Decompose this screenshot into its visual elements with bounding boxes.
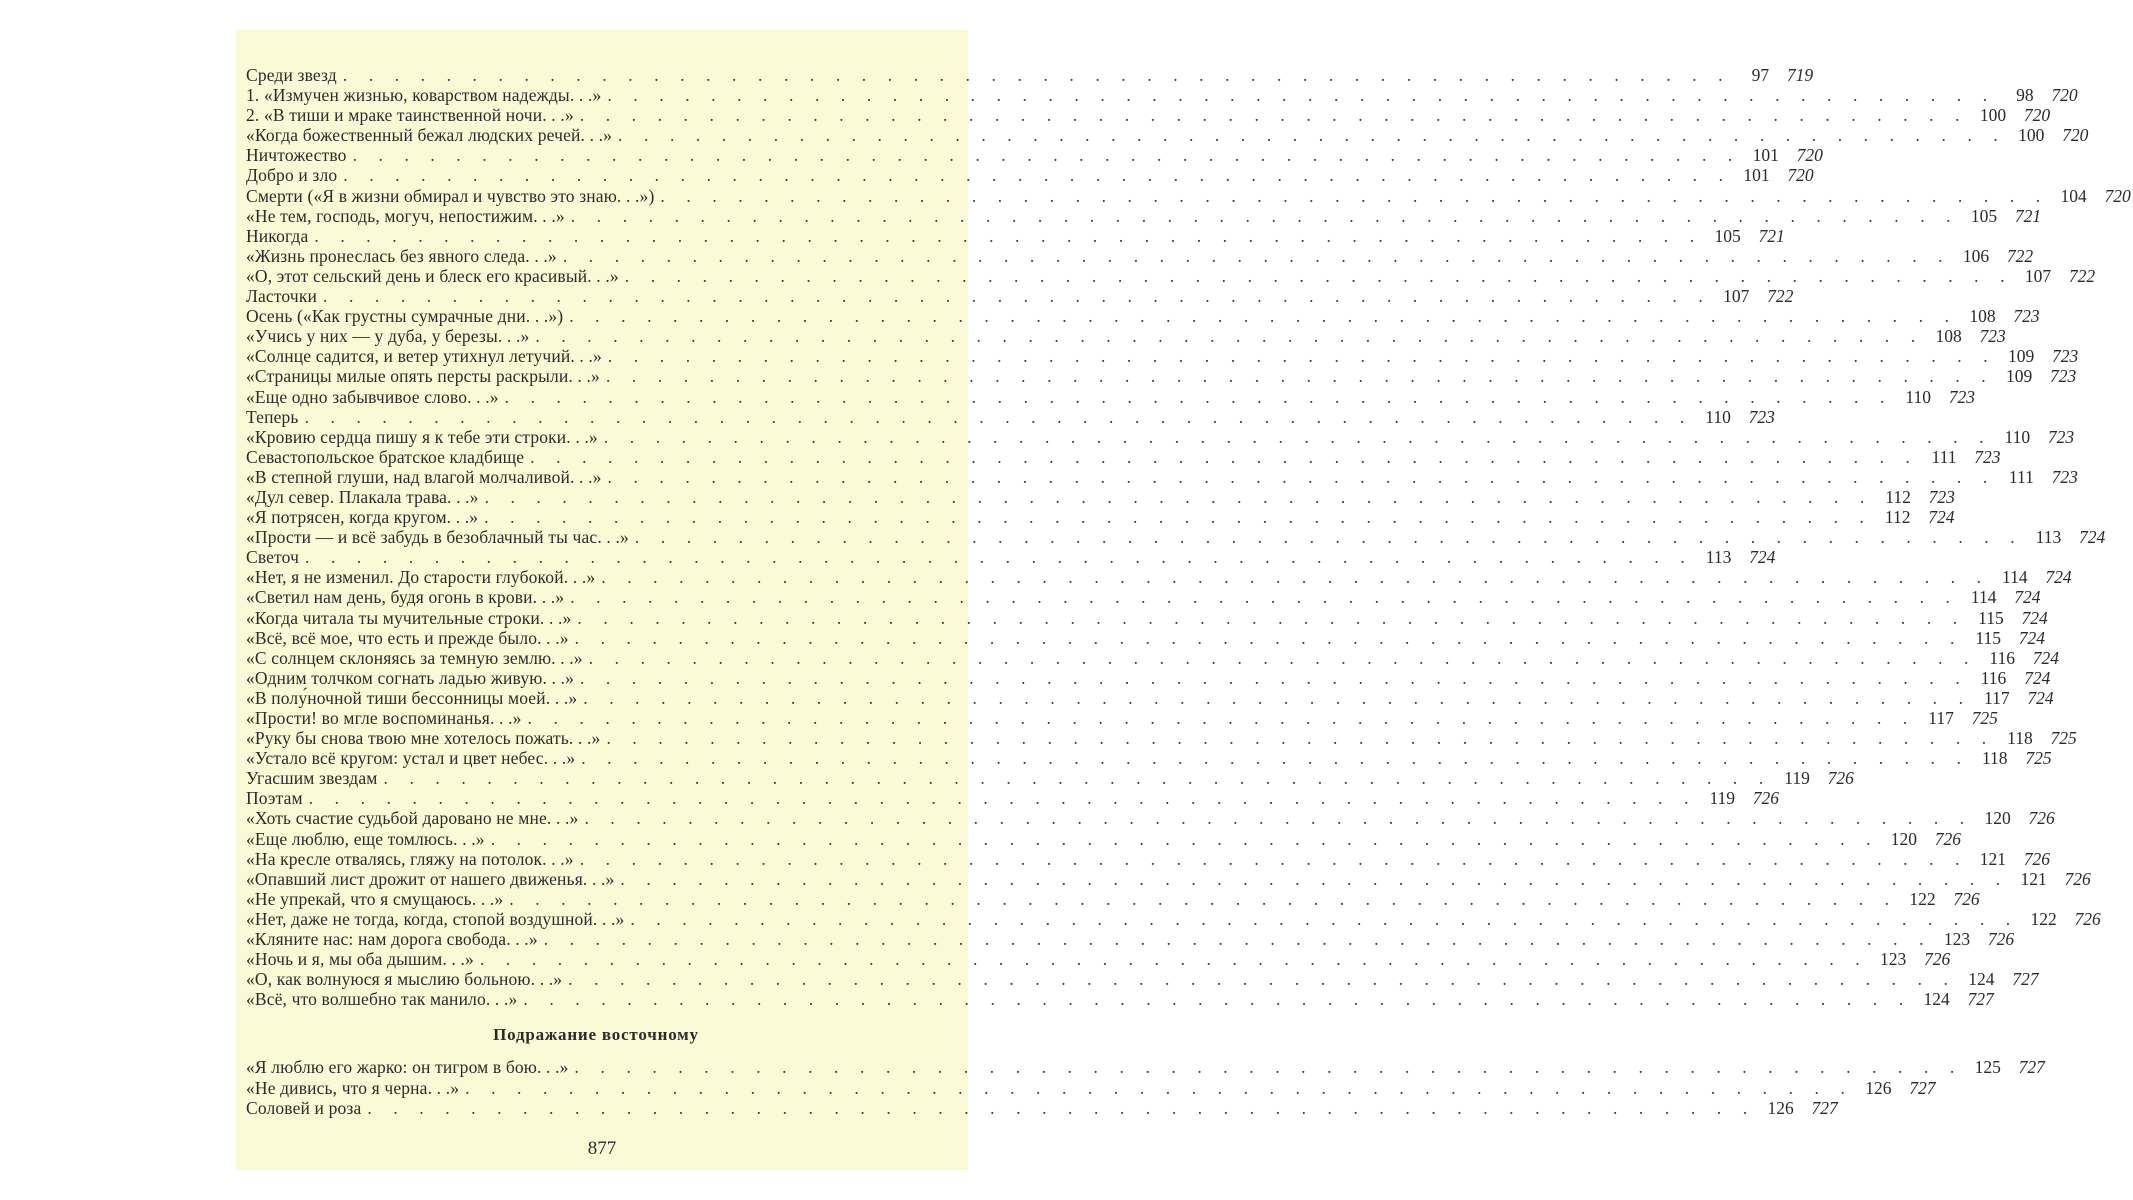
notes-page-number: 726 bbox=[1752, 788, 1780, 809]
notes-page-number: 722 bbox=[2068, 265, 2096, 286]
leader-dots: . . . . . . . . . . . . . . . . . . . . . . . . . . . . . . . . . . . . . . . . . . . . . . . . . . . . . . bbox=[568, 969, 1957, 990]
leader-dots: . . . . . . . . . . . . . . . . . . . . . . . . . . . . . . . . . . . . . . . . . . . . . . . . . . . . . . bbox=[570, 205, 1960, 226]
entry-title: «Еще одно забывчивое слово. . .» bbox=[246, 386, 499, 407]
toc-entry bbox=[246, 326, 2006, 347]
text-page-number: 121 bbox=[2020, 868, 2047, 889]
notes-page-number: 722 bbox=[1767, 286, 1794, 307]
notes-page-number: 724 bbox=[2018, 627, 2045, 648]
leader-dots: . . . . . . . . . . . . . . . . . . . . . . . . . . . . . . . . . . . . . . . . . . . . . . . . . . . . . . bbox=[607, 85, 1996, 106]
text-page-number: 107 bbox=[1723, 286, 1750, 307]
entry-title: «Я люблю его жарко: он тигром в бою. . .» bbox=[246, 1057, 569, 1078]
toc-entry bbox=[246, 265, 2096, 286]
notes-page-number: 725 bbox=[2050, 728, 2077, 749]
entry-title: «На кресле отвалясь, гляжу на потолок. . .» bbox=[246, 848, 574, 869]
text-page-number: 111 bbox=[1931, 446, 1957, 467]
entry-title: Ласточки bbox=[246, 286, 317, 307]
leader-dots: . . . . . . . . . . . . . . . . . . . . . . . . . . . . . . . . . . . . . . . . . . . . . . . . . . . . . . bbox=[660, 185, 2049, 206]
entry-title: «О, как волнуюся я мыслию больною. . .» bbox=[246, 969, 563, 990]
leader-dots: . . . . . . . . . . . . . . . . . . . . . . . . . . . . . . . . . . . . . . . . . . . . . . . . . . . . . . bbox=[543, 929, 1933, 950]
toc-entry bbox=[246, 908, 2101, 929]
text-page-number: 123 bbox=[1943, 929, 1971, 950]
text-page-number: 101 bbox=[1752, 145, 1779, 166]
notes-page-number: 726 bbox=[1827, 768, 1854, 789]
toc-entry bbox=[246, 687, 2054, 708]
text-page-number: 119 bbox=[1709, 788, 1736, 809]
leader-dots: . . . . . . . . . . . . . . . . . . . . . . . . . . . . . . . . . . . . . . . . . . . . . . . . . . . . . . bbox=[588, 647, 1978, 668]
entry-title: Среди звезд bbox=[246, 65, 337, 85]
notes-page-number: 724 bbox=[2021, 607, 2048, 628]
leader-dots: . . . . . . . . . . . . . . . . . . . . . . . . . . . . . . . . . . . . . . . . . . . . . . . . . . . . . . bbox=[574, 627, 1963, 648]
text-page-number: 110 bbox=[1705, 406, 1731, 427]
leader-dots: . . . . . . . . . . . . . . . . . . . . . . . . . . . . . . . . . . . . . . . . . . . . . . . . . . . . . . bbox=[367, 1097, 1756, 1118]
toc-entry bbox=[246, 346, 2079, 367]
leader-dots: . . . . . . . . . . . . . . . . . . . . . . . . . . . . . . . . . . . . . . . . . . . . . . . . . . . . . . bbox=[607, 346, 1997, 367]
text-page-number: 121 bbox=[1979, 848, 2007, 869]
entry-title: 2. «В тиши и мраке таинственной ночи. . .» bbox=[246, 105, 574, 126]
notes-page-number: 724 bbox=[2024, 667, 2051, 688]
leader-dots: . . . . . . . . . . . . . . . . . . . . . . . . . . . . . . . . . . . . . . . . . . . . . . . . . . . . . . bbox=[343, 165, 1732, 186]
notes-page-number: 723 bbox=[2051, 466, 2078, 487]
toc-entry bbox=[246, 567, 2072, 588]
entry-title: «Прости! во мгле воспоминанья. . .» bbox=[246, 708, 522, 728]
entry-title: «Страницы милые опять персты раскрыли. . .» bbox=[246, 366, 600, 387]
leader-dots: . . . . . . . . . . . . . . . . . . . . . . . . . . . . . . . . . . . . . . . . . . . . . . . . . . . . . . bbox=[523, 989, 1912, 1010]
leader-dots: . . . . . . . . . . . . . . . . . . . . . . . . . . . . . . . . . . . . . . . . . . . . . . . . . . . . . . bbox=[314, 225, 1703, 246]
leader-dots: . . . . . . . . . . . . . . . . . . . . . . . . . . . . . . . . . . . . . . . . . . . . . . . . . . . . . . bbox=[605, 366, 1995, 387]
leader-dots: . . . . . . . . . . . . . . . . . . . . . . . . . . . . . . . . . . . . . . . . . . . . . . . . . . . . . . bbox=[484, 507, 1873, 528]
entry-title: «Я потрясен, когда кругом. . .» bbox=[246, 507, 479, 528]
text-page-number: 100 bbox=[1979, 105, 2007, 126]
text-page-number: 104 bbox=[2060, 185, 2087, 206]
leader-dots: . . . . . . . . . . . . . . . . . . . . . . . . . . . . . . . . . . . . . . . . . . . . . . . . . . . . . . bbox=[570, 587, 1959, 608]
toc-entry bbox=[246, 245, 2034, 266]
notes-page-number: 723 bbox=[2047, 426, 2075, 447]
notes-page-number: 724 bbox=[2032, 647, 2060, 668]
entry-title: Соловей и роза bbox=[246, 1097, 362, 1118]
toc-entry bbox=[246, 1057, 2045, 1078]
toc-entry bbox=[246, 929, 2015, 950]
text-page-number: 122 bbox=[1909, 888, 1936, 909]
toc-entry bbox=[246, 286, 1794, 307]
toc-entry bbox=[246, 1097, 1838, 1118]
entry-title: 1. «Измучен жизнью, коварством надежды. . .» bbox=[246, 85, 602, 106]
notes-page-number: 724 bbox=[2078, 527, 2106, 548]
text-page-number: 117 bbox=[1928, 708, 1954, 728]
leader-dots: . . . . . . . . . . . . . . . . . . . . . . . . . . . . . . . . . . . . . . . . . . . . . . . . . . . . . . bbox=[603, 426, 1993, 447]
notes-page-number: 726 bbox=[2023, 848, 2051, 869]
entry-title: «Нет, я не изменил. До старости глубокой. . .» bbox=[246, 567, 596, 588]
text-page-number: 110 bbox=[2004, 426, 2031, 447]
text-page-number: 118 bbox=[1981, 748, 2008, 769]
text-page-number: 113 bbox=[1705, 547, 1732, 568]
notes-page-number: 724 bbox=[2045, 567, 2072, 588]
leader-dots: . . . . . . . . . . . . . . . . . . . . . . . . . . . . . . . . . . . . . . . . . . . . . . . . . . . . . . bbox=[530, 446, 1919, 467]
leader-dots: . . . . . . . . . . . . . . . . . . . . . . . . . . . . . . . . . . . . . . . . . . . . . . . . . . . . . . bbox=[618, 125, 2007, 146]
toc-list-main bbox=[246, 65, 2131, 1010]
text-page-number: 113 bbox=[2035, 527, 2062, 548]
leader-dots: . . . . . . . . . . . . . . . . . . . . . . . . . . . . . . . . . . . . . . . . . . . . . . . . . . . . . . bbox=[607, 466, 1996, 487]
toc-entry bbox=[246, 808, 2055, 829]
notes-page-number: 725 bbox=[1971, 708, 1998, 728]
entry-title: Никогда bbox=[246, 225, 309, 246]
text-page-number: 108 bbox=[1935, 326, 1962, 347]
leader-dots: . . . . . . . . . . . . . . . . . . . . . . . . . . . . . . . . . . . . . . . . . . . . . . . . . . . . . . bbox=[581, 748, 1970, 769]
notes-page-number: 719 bbox=[1786, 65, 1814, 85]
text-page-number: 106 bbox=[1962, 245, 1990, 266]
entry-title: «Учись у них — у дуба, у березы. . .» bbox=[246, 326, 530, 347]
notes-page-number: 724 bbox=[2014, 587, 2041, 608]
text-page-number: 122 bbox=[2030, 908, 2057, 929]
book-page bbox=[236, 30, 2131, 1170]
section-heading: Подражание восточному bbox=[493, 1025, 699, 1045]
text-page-number: 117 bbox=[1983, 687, 2010, 708]
entry-title: «Руку бы снова твою мне хотелось пожать. . .» bbox=[246, 728, 601, 749]
leader-dots: . . . . . . . . . . . . . . . . . . . . . . . . . . . . . . . . . . . . . . . . . . . . . . . . . . . . . . bbox=[490, 828, 1880, 849]
notes-page-number: 727 bbox=[1811, 1097, 1838, 1118]
toc-entry bbox=[246, 647, 2060, 668]
toc-entry bbox=[246, 768, 1854, 789]
entry-title: Смерти («Я в жизни обмирал и чувство это знаю. . .») bbox=[246, 185, 655, 206]
toc-entry bbox=[246, 728, 2077, 749]
notes-page-number: 721 bbox=[2014, 205, 2042, 226]
text-page-number: 109 bbox=[2007, 346, 2035, 367]
leader-dots: . . . . . . . . . . . . . . . . . . . . . . . . . . . . . . . . . . . . . . . . . . . . . . . . . . . . . . bbox=[465, 1077, 1854, 1098]
toc-entry bbox=[246, 587, 2041, 608]
entry-title: Осень («Как грустны сумрачные дни. . .») bbox=[246, 306, 564, 327]
notes-page-number: 723 bbox=[1928, 486, 1955, 507]
toc-entry bbox=[246, 949, 1951, 970]
notes-page-number: 727 bbox=[2018, 1057, 2045, 1078]
text-page-number: 120 bbox=[1890, 828, 1918, 849]
text-page-number: 100 bbox=[2018, 125, 2045, 146]
toc-entry bbox=[246, 85, 2078, 106]
toc-entry bbox=[246, 1077, 1936, 1098]
entry-title: «Опавший лист дрожит от нашего движенья. . .» bbox=[246, 868, 615, 889]
toc-entry bbox=[246, 446, 2001, 467]
notes-page-number: 723 bbox=[2050, 366, 2077, 387]
entry-title: «Всё, что волшебно так манило. . .» bbox=[246, 989, 518, 1010]
text-page-number: 105 bbox=[1714, 225, 1741, 246]
notes-page-number: 720 bbox=[1796, 145, 1823, 166]
notes-page-number: 726 bbox=[1924, 949, 1951, 970]
entry-title: «Хоть счастие судьбой даровано не мне. . .» bbox=[246, 808, 579, 829]
text-page-number: 109 bbox=[2006, 366, 2033, 387]
leader-dots: . . . . . . . . . . . . . . . . . . . . . . . . . . . . . . . . . . . . . . . . . . . . . . . . . . . . . . bbox=[624, 265, 2014, 286]
text-page-number: 112 bbox=[1885, 486, 1911, 507]
leader-dots: . . . . . . . . . . . . . . . . . . . . . . . . . . . . . . . . . . . . . . . . . . . . . . . . . . . . . . bbox=[584, 808, 1973, 829]
leader-dots: . . . . . . . . . . . . . . . . . . . . . . . . . . . . . . . . . . . . . . . . . . . . . . . . . . . . . . bbox=[583, 687, 1972, 708]
entry-title: «Когда читала ты мучительные строки. . .» bbox=[246, 607, 572, 628]
toc-entry bbox=[246, 888, 1980, 909]
notes-page-number: 723 bbox=[1748, 406, 1775, 427]
notes-page-number: 726 bbox=[2028, 808, 2055, 829]
notes-page-number: 725 bbox=[2025, 748, 2052, 769]
leader-dots: . . . . . . . . . . . . . . . . . . . . . . . . . . . . . . . . . . . . . . . . . . . . . . . . . . . . . . bbox=[634, 527, 2024, 548]
toc-entry bbox=[246, 607, 2048, 628]
leader-dots: . . . . . . . . . . . . . . . . . . . . . . . . . . . . . . . . . . . . . . . . . . . . . . . . . . . . . . bbox=[352, 145, 1741, 166]
toc-entry bbox=[246, 708, 1998, 728]
text-page-number: 124 bbox=[1923, 989, 1950, 1010]
leader-dots: . . . . . . . . . . . . . . . . . . . . . . . . . . . . . . . . . . . . . . . . . . . . . . . . . . . . . . bbox=[527, 708, 1916, 728]
text-page-number: 116 bbox=[1980, 667, 2007, 688]
entry-title: «Не тем, господь, могуч, непостижим. . .» bbox=[246, 205, 565, 226]
toc-entry bbox=[246, 105, 2051, 126]
entry-title: «Всё, всё мое, что есть и прежде было. . .» bbox=[246, 627, 569, 648]
leader-dots: . . . . . . . . . . . . . . . . . . . . . . . . . . . . . . . . . . . . . . . . . . . . . . . . . . . . . . bbox=[509, 888, 1898, 909]
leader-dots: . . . . . . . . . . . . . . . . . . . . . . . . . . . . . . . . . . . . . . . . . . . . . . . . . . . . . . bbox=[562, 245, 1952, 266]
entry-title: Угасшим звездам bbox=[246, 768, 378, 789]
notes-page-number: 720 bbox=[2023, 105, 2051, 126]
text-page-number: 124 bbox=[1968, 969, 1995, 990]
leader-dots: . . . . . . . . . . . . . . . . . . . . . . . . . . . . . . . . . . . . . . . . . . . . . . . . . . . . . . bbox=[308, 788, 1698, 809]
notes-page-number: 720 bbox=[1787, 165, 1814, 186]
toc-entry bbox=[246, 527, 2106, 548]
text-page-number: 115 bbox=[1975, 627, 2001, 648]
leader-dots: . . . . . . . . . . . . . . . . . . . . . . . . . . . . . . . . . . . . . . . . . . . . . . . . . . . . . . bbox=[569, 306, 1958, 327]
text-page-number: 112 bbox=[1884, 507, 1911, 528]
notes-page-number: 723 bbox=[1974, 446, 2001, 467]
notes-page-number: 720 bbox=[2104, 185, 2131, 206]
text-page-number: 125 bbox=[1974, 1057, 2001, 1078]
text-page-number: 126 bbox=[1865, 1077, 1892, 1098]
entry-title: «Одним толчком согнать ладью живую. . .» bbox=[246, 667, 574, 688]
notes-page-number: 723 bbox=[2013, 306, 2040, 327]
toc-entry bbox=[246, 466, 2078, 487]
toc-entry bbox=[246, 828, 1962, 849]
toc-entry bbox=[246, 426, 2075, 447]
toc-entry bbox=[246, 868, 2091, 889]
toc-entry bbox=[246, 306, 2040, 327]
text-page-number: 105 bbox=[1970, 205, 1998, 226]
leader-dots: . . . . . . . . . . . . . . . . . . . . . . . . . . . . . . . . . . . . . . . . . . . . . . . . . . . . . . bbox=[535, 326, 1924, 347]
leader-dots: . . . . . . . . . . . . . . . . . . . . . . . . . . . . . . . . . . . . . . . . . . . . . . . . . . . . . . bbox=[304, 406, 1693, 427]
entry-title: «Нет, даже не тогда, когда, стопой воздушной. . .» bbox=[246, 908, 625, 929]
entry-title: Поэтам bbox=[246, 788, 303, 809]
entry-title: Ничтожество bbox=[246, 145, 347, 166]
notes-page-number: 722 bbox=[2006, 245, 2034, 266]
toc-entry bbox=[246, 547, 1776, 568]
notes-page-number: 726 bbox=[2064, 868, 2091, 889]
leader-dots: . . . . . . . . . . . . . . . . . . . . . . . . . . . . . . . . . . . . . . . . . . . . . . . . . . . . . . bbox=[342, 65, 1732, 85]
notes-page-number: 727 bbox=[1967, 989, 1994, 1010]
text-page-number: 111 bbox=[2008, 466, 2034, 487]
entry-title: «Светил нам день, будя огонь в крови. . .» bbox=[246, 587, 565, 608]
entry-title: «Прости — и всё забудь в безоблачный ты час. . .» bbox=[246, 527, 629, 548]
toc-entry bbox=[246, 386, 1975, 407]
notes-page-number: 726 bbox=[1987, 929, 2015, 950]
leader-dots: . . . . . . . . . . . . . . . . . . . . . . . . . . . . . . . . . . . . . . . . . . . . . . . . . . . . . . bbox=[601, 567, 1990, 588]
toc-entry bbox=[246, 507, 1955, 528]
notes-page-number: 726 bbox=[1953, 888, 1980, 909]
leader-dots: . . . . . . . . . . . . . . . . . . . . . . . . . . . . . . . . . . . . . . . . . . . . . . . . . . . . . . bbox=[383, 768, 1772, 789]
entry-title: «Жизнь пронеслась без явного следа. . .» bbox=[246, 245, 557, 266]
entry-title: «Кляните нас: нам дорога свобода. . .» bbox=[246, 929, 538, 950]
toc-entry bbox=[246, 788, 1780, 809]
leader-dots: . . . . . . . . . . . . . . . . . . . . . . . . . . . . . . . . . . . . . . . . . . . . . . . . . . . . . . bbox=[606, 728, 1995, 749]
text-page-number: 116 bbox=[1989, 647, 2016, 668]
entry-title: «В полу́ночной тиши бессонницы моей. . .» bbox=[246, 687, 578, 708]
leader-dots: . . . . . . . . . . . . . . . . . . . . . . . . . . . . . . . . . . . . . . . . . . . . . . . . . . . . . . bbox=[323, 286, 1712, 307]
toc-entry bbox=[246, 486, 1955, 507]
text-page-number: 98 bbox=[2016, 85, 2034, 106]
text-page-number: 123 bbox=[1880, 949, 1907, 970]
toc-entry bbox=[246, 125, 2089, 146]
leader-dots: . . . . . . . . . . . . . . . . . . . . . . . . . . . . . . . . . . . . . . . . . . . . . . . . . . . . . . bbox=[579, 667, 1969, 688]
entry-title: Добро и зло bbox=[246, 165, 338, 186]
notes-page-number: 721 bbox=[1758, 225, 1785, 246]
toc-entry bbox=[246, 748, 2052, 769]
leader-dots: . . . . . . . . . . . . . . . . . . . . . . . . . . . . . . . . . . . . . . . . . . . . . . . . . . . . . . bbox=[579, 848, 1969, 869]
toc-list-section bbox=[246, 1057, 2045, 1118]
entry-title: «Солнце садится, и ветер утихнул летучий. . .» bbox=[246, 346, 602, 367]
entry-title: Теперь bbox=[246, 406, 299, 427]
toc-entry bbox=[246, 627, 2045, 648]
notes-page-number: 724 bbox=[1749, 547, 1776, 568]
toc-entry bbox=[246, 406, 1775, 427]
entry-title: «О, этот сельский день и блеск его красивый. . .» bbox=[246, 265, 619, 286]
text-page-number: 110 bbox=[1905, 386, 1931, 407]
toc-entry bbox=[246, 165, 1814, 186]
text-page-number: 97 bbox=[1751, 65, 1770, 85]
entry-title: «В степной глуши, над влагой молчаливой. . .» bbox=[246, 466, 602, 487]
entry-title: Севастопольское братское кладбище bbox=[246, 446, 525, 467]
entry-title: «Кровию сердца пишу я к тебе эти строки. . .» bbox=[246, 426, 598, 447]
notes-page-number: 727 bbox=[1909, 1077, 1936, 1098]
leader-dots: . . . . . . . . . . . . . . . . . . . . . . . . . . . . . . . . . . . . . . . . . . . . . . . . . . . . . . bbox=[574, 1057, 1963, 1078]
notes-page-number: 723 bbox=[1948, 386, 1975, 407]
text-page-number: 114 bbox=[2001, 567, 2028, 588]
entry-title: «С солнцем склоняясь за темную землю. . .» bbox=[246, 647, 583, 668]
text-page-number: 119 bbox=[1784, 768, 1810, 789]
notes-page-number: 720 bbox=[2062, 125, 2089, 146]
toc-entry bbox=[246, 205, 2042, 226]
text-page-number: 120 bbox=[1984, 808, 2011, 829]
notes-page-number: 723 bbox=[2051, 346, 2079, 367]
table-of-contents bbox=[246, 65, 2131, 1118]
entry-title: «Не упрекай, что я смущаюсь. . .» bbox=[246, 888, 504, 909]
leader-dots: . . . . . . . . . . . . . . . . . . . . . . . . . . . . . . . . . . . . . . . . . . . . . . . . . . . . . . bbox=[305, 547, 1694, 568]
entry-title: «Не дивись, что я черна. . .» bbox=[246, 1077, 460, 1098]
notes-page-number: 724 bbox=[2027, 687, 2054, 708]
leader-dots: . . . . . . . . . . . . . . . . . . . . . . . . . . . . . . . . . . . . . . . . . . . . . . . . . . . . . . bbox=[479, 949, 1869, 970]
leader-dots: . . . . . . . . . . . . . . . . . . . . . . . . . . . . . . . . . . . . . . . . . . . . . . . . . . . . . . bbox=[620, 868, 2009, 889]
notes-page-number: 723 bbox=[1979, 326, 2006, 347]
page-number: 877 bbox=[587, 1138, 617, 1159]
leader-dots: . . . . . . . . . . . . . . . . . . . . . . . . . . . . . . . . . . . . . . . . . . . . . . . . . . . . . . bbox=[504, 386, 1893, 407]
entry-title: «Дул север. Плакала трава. . .» bbox=[246, 486, 479, 507]
entry-title: «Еще люблю, еще томлюсь. . .» bbox=[246, 828, 485, 849]
toc-entry bbox=[246, 989, 1994, 1010]
entry-title: «Устало всё кругом: устал и цвет небес. . .» bbox=[246, 748, 576, 769]
toc-entry bbox=[246, 145, 1823, 166]
entry-title: «Когда божественный бежал людских речей. . .» bbox=[246, 125, 613, 146]
text-page-number: 126 bbox=[1767, 1097, 1794, 1118]
notes-page-number: 726 bbox=[2074, 908, 2101, 929]
toc-entry bbox=[246, 225, 1785, 246]
text-page-number: 114 bbox=[1970, 587, 1997, 608]
toc-entry bbox=[246, 65, 1814, 85]
leader-dots: . . . . . . . . . . . . . . . . . . . . . . . . . . . . . . . . . . . . . . . . . . . . . . . . . . . . . . bbox=[630, 908, 2019, 929]
text-page-number: 115 bbox=[1978, 607, 2004, 628]
leader-dots: . . . . . . . . . . . . . . . . . . . . . . . . . . . . . . . . . . . . . . . . . . . . . . . . . . . . . . bbox=[484, 486, 1873, 507]
leader-dots: . . . . . . . . . . . . . . . . . . . . . . . . . . . . . . . . . . . . . . . . . . . . . . . . . . . . . . bbox=[577, 607, 1966, 628]
notes-page-number: 724 bbox=[1928, 507, 1955, 528]
entry-title: «Ночь и я, мы оба дышим. . .» bbox=[246, 949, 474, 970]
entry-title: Светоч bbox=[246, 547, 300, 568]
toc-entry bbox=[246, 366, 2077, 387]
notes-page-number: 726 bbox=[1934, 828, 1962, 849]
text-page-number: 118 bbox=[2007, 728, 2033, 749]
leader-dots: . . . . . . . . . . . . . . . . . . . . . . . . . . . . . . . . . . . . . . . . . . . . . . . . . . . . . . bbox=[579, 105, 1969, 126]
notes-page-number: 727 bbox=[2012, 969, 2039, 990]
notes-page-number: 720 bbox=[2051, 85, 2078, 106]
toc-entry bbox=[246, 848, 2051, 869]
text-page-number: 101 bbox=[1743, 165, 1770, 186]
toc-entry bbox=[246, 185, 2131, 206]
text-page-number: 107 bbox=[2024, 265, 2052, 286]
text-page-number: 108 bbox=[1969, 306, 1996, 327]
toc-entry bbox=[246, 969, 2039, 990]
toc-entry bbox=[246, 667, 2051, 688]
